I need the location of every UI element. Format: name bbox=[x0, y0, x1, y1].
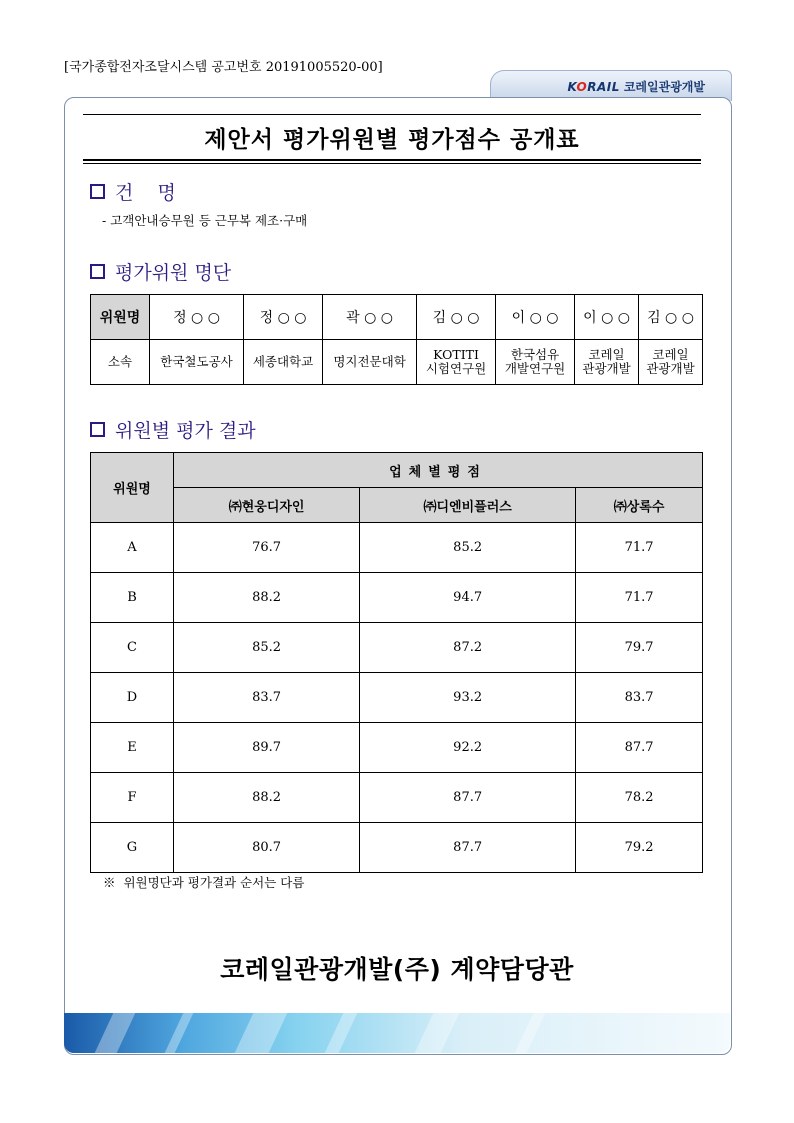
score-cell: 93.2 bbox=[360, 673, 576, 723]
member-name: 곽 ○ ○ bbox=[323, 295, 417, 340]
member-org: 명지전문대학 bbox=[323, 340, 417, 385]
member-name: 이 ○ ○ bbox=[496, 295, 575, 340]
member-org: 코레일 관광개발 bbox=[639, 340, 703, 385]
page-title: 제안서 평가위원별 평가점수 공개표 bbox=[204, 127, 580, 153]
member-name: 이 ○ ○ bbox=[575, 295, 639, 340]
score-cell: 85.2 bbox=[174, 623, 360, 673]
evaluator-id: G bbox=[91, 823, 174, 873]
section-results bbox=[90, 416, 256, 443]
checkbox-square-icon bbox=[90, 264, 105, 279]
score-cell: 80.7 bbox=[174, 823, 360, 873]
evaluator-id: D bbox=[91, 673, 174, 723]
table-row bbox=[91, 823, 703, 873]
members-name-header: 위원명 bbox=[91, 295, 150, 340]
score-cell: 71.7 bbox=[576, 573, 703, 623]
members-table bbox=[90, 294, 703, 385]
section-members bbox=[90, 258, 231, 285]
evaluator-id: E bbox=[91, 723, 174, 773]
table-row bbox=[91, 773, 703, 823]
results-company-row bbox=[91, 488, 703, 523]
decorative-band bbox=[64, 1013, 730, 1053]
member-name: 정 ○ ○ bbox=[244, 295, 323, 340]
announcement-number: [국가종합전자조달시스템 공고번호 20191005520-00] bbox=[64, 60, 383, 75]
company-header: ㈜상록수 bbox=[576, 488, 703, 523]
member-name: 정 ○ ○ bbox=[150, 295, 244, 340]
results-table bbox=[90, 452, 703, 873]
results-header-row bbox=[91, 453, 703, 488]
score-cell: 87.7 bbox=[360, 823, 576, 873]
members-org-header: 소속 bbox=[91, 340, 150, 385]
member-org: KOTITI 시험연구원 bbox=[417, 340, 496, 385]
score-cell: 89.7 bbox=[174, 723, 360, 773]
section-results-title: 위원별 평가 결과 bbox=[115, 420, 256, 442]
logo-name: 코레일관광개발 bbox=[623, 80, 705, 94]
members-org-row bbox=[91, 340, 703, 385]
score-cell: 87.2 bbox=[360, 623, 576, 673]
results-row-header: 위원명 bbox=[91, 453, 174, 523]
korail-logo bbox=[567, 78, 705, 95]
score-cell: 87.7 bbox=[360, 773, 576, 823]
score-cell: 78.2 bbox=[576, 773, 703, 823]
logo-brand: KORAIL bbox=[567, 80, 620, 94]
score-cell: 83.7 bbox=[576, 673, 703, 723]
evaluator-id: B bbox=[91, 573, 174, 623]
table-row bbox=[91, 523, 703, 573]
score-cell: 94.7 bbox=[360, 573, 576, 623]
company-header: ㈜디엔비플러스 bbox=[360, 488, 576, 523]
table-row bbox=[91, 673, 703, 723]
score-cell: 79.7 bbox=[576, 623, 703, 673]
member-org: 코레일 관광개발 bbox=[575, 340, 639, 385]
score-cell: 87.7 bbox=[576, 723, 703, 773]
score-cell: 76.7 bbox=[174, 523, 360, 573]
title-block bbox=[83, 114, 701, 164]
members-name-row bbox=[91, 295, 703, 340]
evaluator-id: C bbox=[91, 623, 174, 673]
table-row bbox=[91, 573, 703, 623]
section-members-title: 평가위원 명단 bbox=[115, 262, 232, 284]
member-org: 세종대학교 bbox=[244, 340, 323, 385]
table-row bbox=[91, 723, 703, 773]
score-cell: 92.2 bbox=[360, 723, 576, 773]
footer-signature: 코레일관광개발(주) 계약담당관 bbox=[220, 955, 574, 984]
score-cell: 88.2 bbox=[174, 773, 360, 823]
section-case bbox=[90, 178, 176, 205]
table-row bbox=[91, 623, 703, 673]
checkbox-square-icon bbox=[90, 422, 105, 437]
score-cell: 83.7 bbox=[174, 673, 360, 723]
member-name: 김 ○ ○ bbox=[639, 295, 703, 340]
checkbox-square-icon bbox=[90, 184, 105, 199]
footnote: ※ 위원명단과 평가결과 순서는 다름 bbox=[103, 875, 305, 890]
member-org: 한국섬유 개발연구원 bbox=[496, 340, 575, 385]
member-name: 김 ○ ○ bbox=[417, 295, 496, 340]
score-cell: 88.2 bbox=[174, 573, 360, 623]
score-cell: 79.2 bbox=[576, 823, 703, 873]
score-cell: 71.7 bbox=[576, 523, 703, 573]
company-header: ㈜현웅디자인 bbox=[174, 488, 360, 523]
evaluator-id: A bbox=[91, 523, 174, 573]
section-case-title: 건 명 bbox=[115, 182, 176, 204]
results-group-header: 업체별평점 bbox=[174, 453, 703, 488]
case-description: - 고객안내승무원 등 근무복 제조·구매 bbox=[102, 213, 308, 228]
member-org: 한국철도공사 bbox=[150, 340, 244, 385]
evaluator-id: F bbox=[91, 773, 174, 823]
score-cell: 85.2 bbox=[360, 523, 576, 573]
